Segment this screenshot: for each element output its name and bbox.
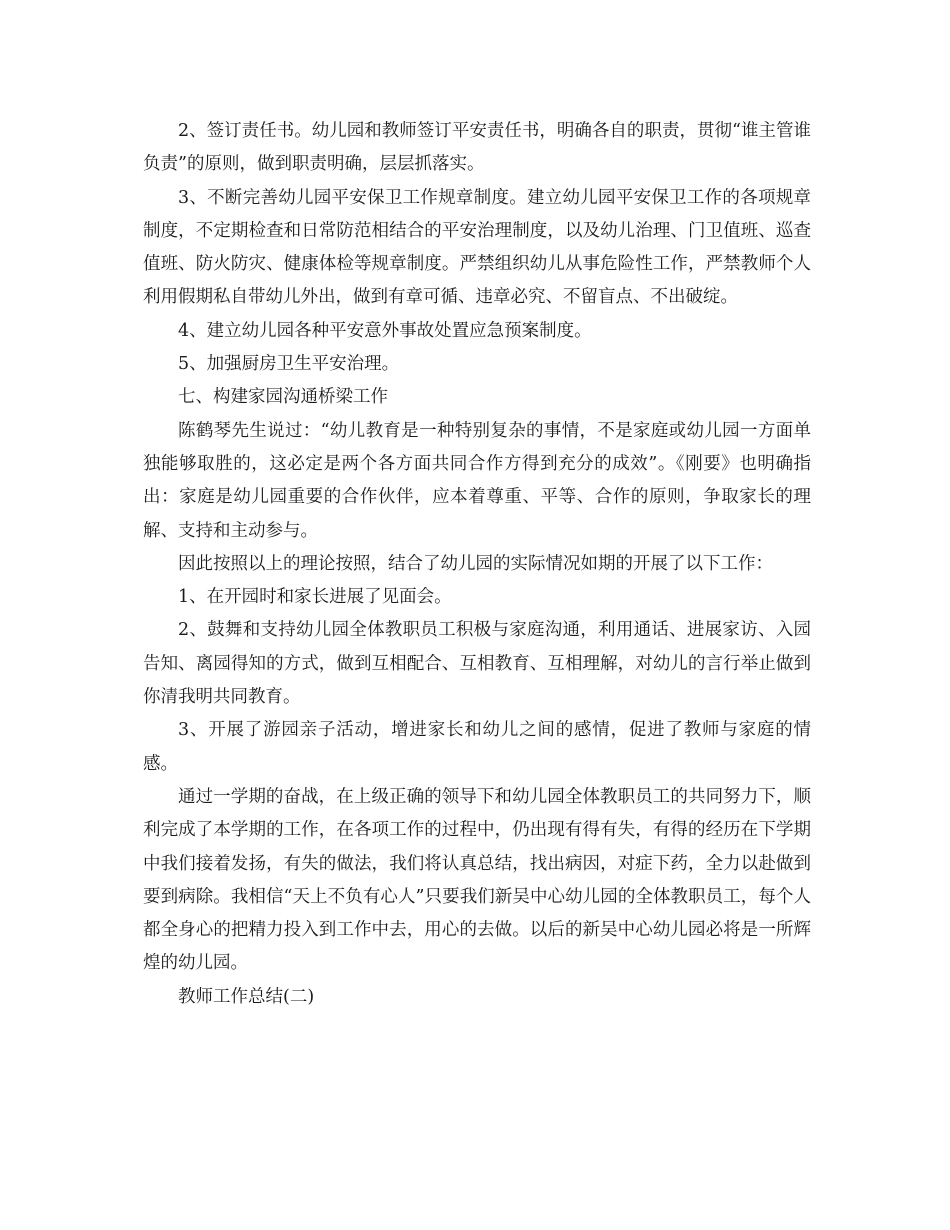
paragraph-family-communication: 2、鼓舞和支持幼儿园全体教职员工积极与家庭沟通，利用通话、进展家访、入园告知、离园得知的方式，做到互相配合、互相教育、互相理解，对幼儿的言行举止做到你清我明共同教育。 — [143, 620, 811, 708]
paragraph-responsibility-letter: 2、签订责任书。幼儿园和教师签订平安责任书，明确各自的职责，贯彻“谁主管谁负责”的原则，做到职责明确，层层抓落实。 — [143, 121, 811, 175]
paragraph-quote: 陈鹤琴先生说过：“幼儿教育是一种特别复杂的事情，不是家庭或幼儿园一方面单独能够取胜的，这必定是两个各方面共同合作方得到充分的成效”。《刚要》也明确指出：家庭是幼儿园重要的合作伙伴，应本着尊重、平等、合作的原则，争取家长的理解、支持和主动参与。 — [143, 420, 811, 541]
section-heading-home-school: 七、构建家园沟通桥梁工作 — [178, 387, 388, 408]
paragraph-conclusion: 通过一学期的奋战，在上级正确的领导下和幼儿园全体教职员工的共同努力下，顺利完成了本学期的工作，在各项工作的过程中，仍出现有得有失，有得的经历在下学期中我们接着发扬，有失的做法，我们将认真总结，找出病因，对症下药，全力以赴做到要到病除。我相信“天上不负有心人”只要我们新吴中心幼儿园的全体教职员工，每个人都全身心的把精力投入到工作中去，用心的去做。以后的新吴中心幼儿园必将是一所辉煌的幼儿园。 — [143, 786, 811, 974]
paragraph-kitchen-hygiene: 5、加强厨房卫生平安治理。 — [178, 354, 400, 375]
section-title-teacher-summary-2: 教师工作总结(二) — [178, 986, 315, 1007]
paragraph-safety-rules: 3、不断完善幼儿园平安保卫工作规章制度。建立幼儿园平安保卫工作的各项规章制度，不定期检查和日常防范相结合的平安治理制度，以及幼儿治理、门卫值班、巡查值班、防火防灾、健康体检等规章制度。严禁组织幼儿从事危险性工作，严禁教师个人利用假期私自带幼儿外出，做到有章可循、违章必究、不留盲点、不出破绽。 — [143, 187, 811, 308]
paragraph-emergency-plan: 4、建立幼儿园各种平安意外事故处置应急预案制度。 — [178, 320, 592, 341]
paragraph-work-intro: 因此按照以上的理论按照，结合了幼儿园的实际情况如期的开展了以下工作： — [178, 553, 773, 574]
paragraph-parent-meeting: 1、在开园时和家长进展了见面会。 — [178, 587, 452, 608]
document-body — [143, 115, 811, 1014]
paragraph-parent-child-activity: 3、开展了游园亲子活动，增进家长和幼儿之间的感情，促进了教师与家庭的情感。 — [143, 720, 811, 774]
